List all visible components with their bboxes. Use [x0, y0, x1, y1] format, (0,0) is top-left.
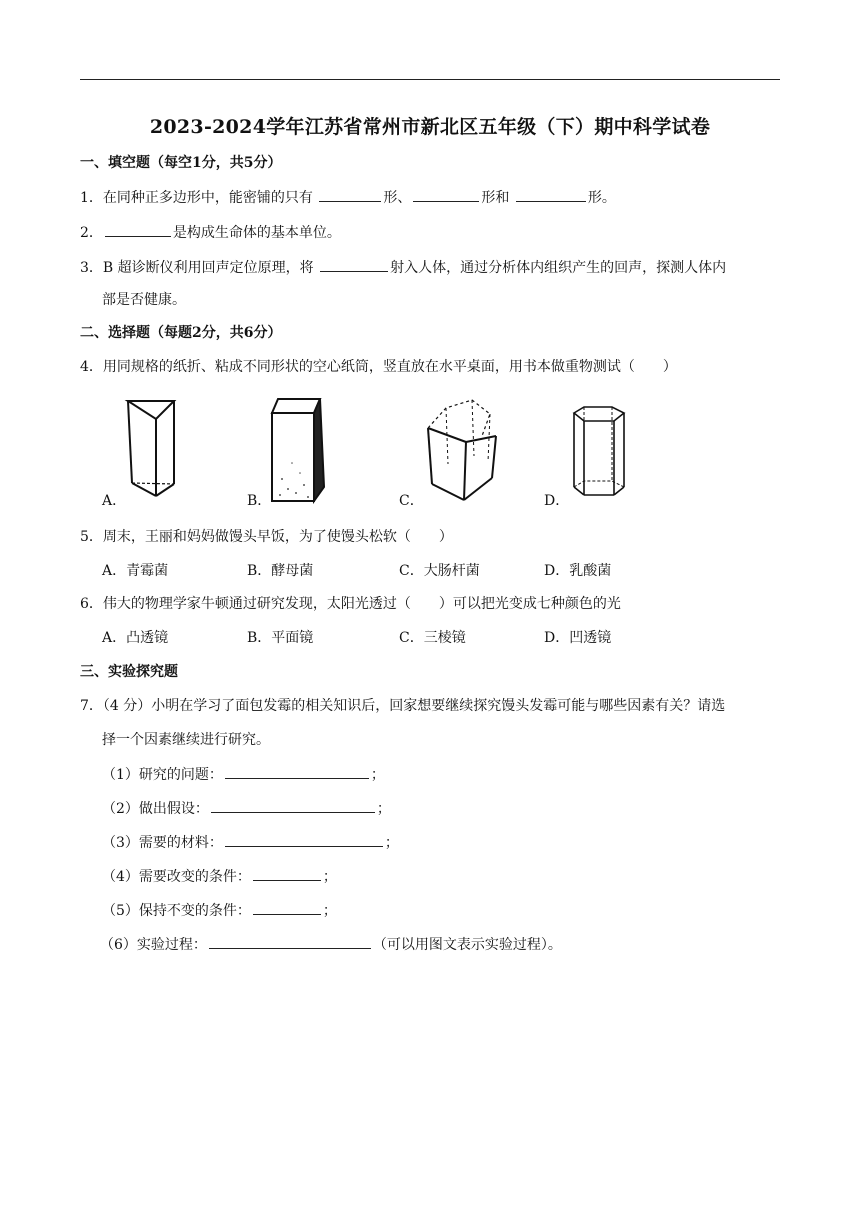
q7-part-2-end: ；: [376, 801, 391, 817]
q5-option-d[interactable]: D．乳酸菌: [544, 563, 612, 579]
q7-part-4: [102, 866, 337, 887]
square-prism-figure: [268, 393, 332, 505]
q1-text-b: 形、: [383, 190, 412, 206]
q1-text-a: 在同种正多边形中，能密铺的只有: [102, 190, 318, 206]
q7-part-1-label: （1）研究的问题：: [102, 767, 223, 783]
q6-option-b[interactable]: B．平面镜: [247, 630, 314, 646]
q2-number: 2．: [80, 225, 103, 241]
q7-part-1: [102, 764, 385, 785]
question-1: [80, 187, 616, 208]
q5-option-b[interactable]: B．酵母菌: [247, 563, 314, 579]
q6-option-d[interactable]: D．凹透镜: [544, 630, 612, 646]
q7-part-5: [102, 900, 337, 921]
q6-option-a[interactable]: A．凸透镜: [102, 630, 169, 646]
q2-text: 是构成生命体的基本单位。: [172, 225, 341, 241]
q7-part-4-end: ；: [322, 869, 337, 885]
q7-part-2: [102, 798, 391, 819]
q7-part-6-end: （可以用图文表示实验过程）。: [372, 937, 562, 953]
section2-heading: 二、选择题（每题2分，共6分）: [80, 325, 282, 341]
q7-part-3-label: （3）需要的材料：: [102, 835, 223, 851]
q7-part-5-end: ；: [322, 903, 337, 919]
q7-part-5-blank[interactable]: [253, 900, 321, 915]
q2-blank-1[interactable]: [105, 222, 171, 237]
q7-part-4-blank[interactable]: [253, 866, 321, 881]
q7-part-1-blank[interactable]: [225, 764, 369, 779]
question-5-stem: 5．周末，王丽和妈妈做馒头早饭，为了使馒头松软（ ）: [80, 529, 453, 545]
question-7-stem-1: 7．（4 分）小明在学习了面包发霉的相关知识后，回家想要继续探究馒头发霉可能与哪些因素有关？请选: [80, 698, 726, 714]
q1-blank-1[interactable]: [319, 187, 381, 202]
q3-number: 3．: [80, 260, 103, 276]
q4-option-b-label[interactable]: B．: [247, 493, 272, 509]
q3-text-a: B 超诊断仪利用回声定位原理，将: [102, 260, 319, 276]
q7-part-3-blank[interactable]: [225, 832, 383, 847]
q7-part-3-end: ；: [384, 835, 399, 851]
question-4-stem: 4．用同规格的纸折、粘成不同形状的空心纸筒，竖直放在水平桌面，用书本做重物测试（ ）: [80, 359, 677, 375]
q1-text-d: 形。: [587, 190, 616, 206]
q4-option-d-label[interactable]: D．: [544, 493, 570, 509]
question-3-cont: 部是否健康。: [102, 292, 186, 308]
q4-option-c-label[interactable]: C．: [399, 493, 424, 509]
q3-text-b: 射入人体，通过分析体内组织产生的回声，探测人体内: [390, 260, 727, 276]
q7-part-6-label: （6）实验过程：: [100, 937, 207, 953]
question-3: [80, 257, 726, 278]
q1-text-c: 形和: [481, 190, 514, 206]
page-title: 2023-2024学年江苏省常州市新北区五年级（下）期中科学试卷: [149, 116, 711, 138]
q5-option-a[interactable]: A．青霉菌: [102, 563, 169, 579]
header-rule: [80, 79, 780, 80]
q7-part-6: [100, 934, 562, 955]
q3-blank-1[interactable]: [320, 257, 388, 272]
q7-part-6-blank[interactable]: [209, 934, 371, 949]
question-6-stem: 6．伟大的物理学家牛顿通过研究发现，太阳光透过（ ）可以把光变成七种颜色的光: [80, 596, 621, 612]
q7-part-5-label: （5）保持不变的条件：: [102, 903, 251, 919]
q6-option-c[interactable]: C．三棱镜: [399, 630, 466, 646]
triangular-prism-figure: [122, 395, 182, 500]
q7-part-2-blank[interactable]: [211, 798, 375, 813]
hexagonal-prism-figure: [566, 403, 632, 503]
q5-option-c[interactable]: C．大肠杆菌: [399, 563, 480, 579]
q1-blank-3[interactable]: [516, 187, 586, 202]
section3-heading: 三、实验探究题: [80, 664, 178, 680]
question-2: [80, 222, 341, 243]
q7-part-3: [102, 832, 399, 853]
q7-part-1-end: ；: [370, 767, 385, 783]
section1-heading: 一、填空题（每空1分，共5分）: [80, 155, 282, 171]
q7-part-2-label: （2）做出假设：: [102, 801, 209, 817]
pentagonal-prism-figure: [418, 392, 502, 504]
q7-part-4-label: （4）需要改变的条件：: [102, 869, 251, 885]
q4-option-a-label[interactable]: A．: [102, 493, 127, 509]
q1-number: 1．: [80, 190, 103, 206]
q1-blank-2[interactable]: [413, 187, 479, 202]
question-7-stem-2: 择一个因素继续进行研究。: [102, 732, 270, 748]
